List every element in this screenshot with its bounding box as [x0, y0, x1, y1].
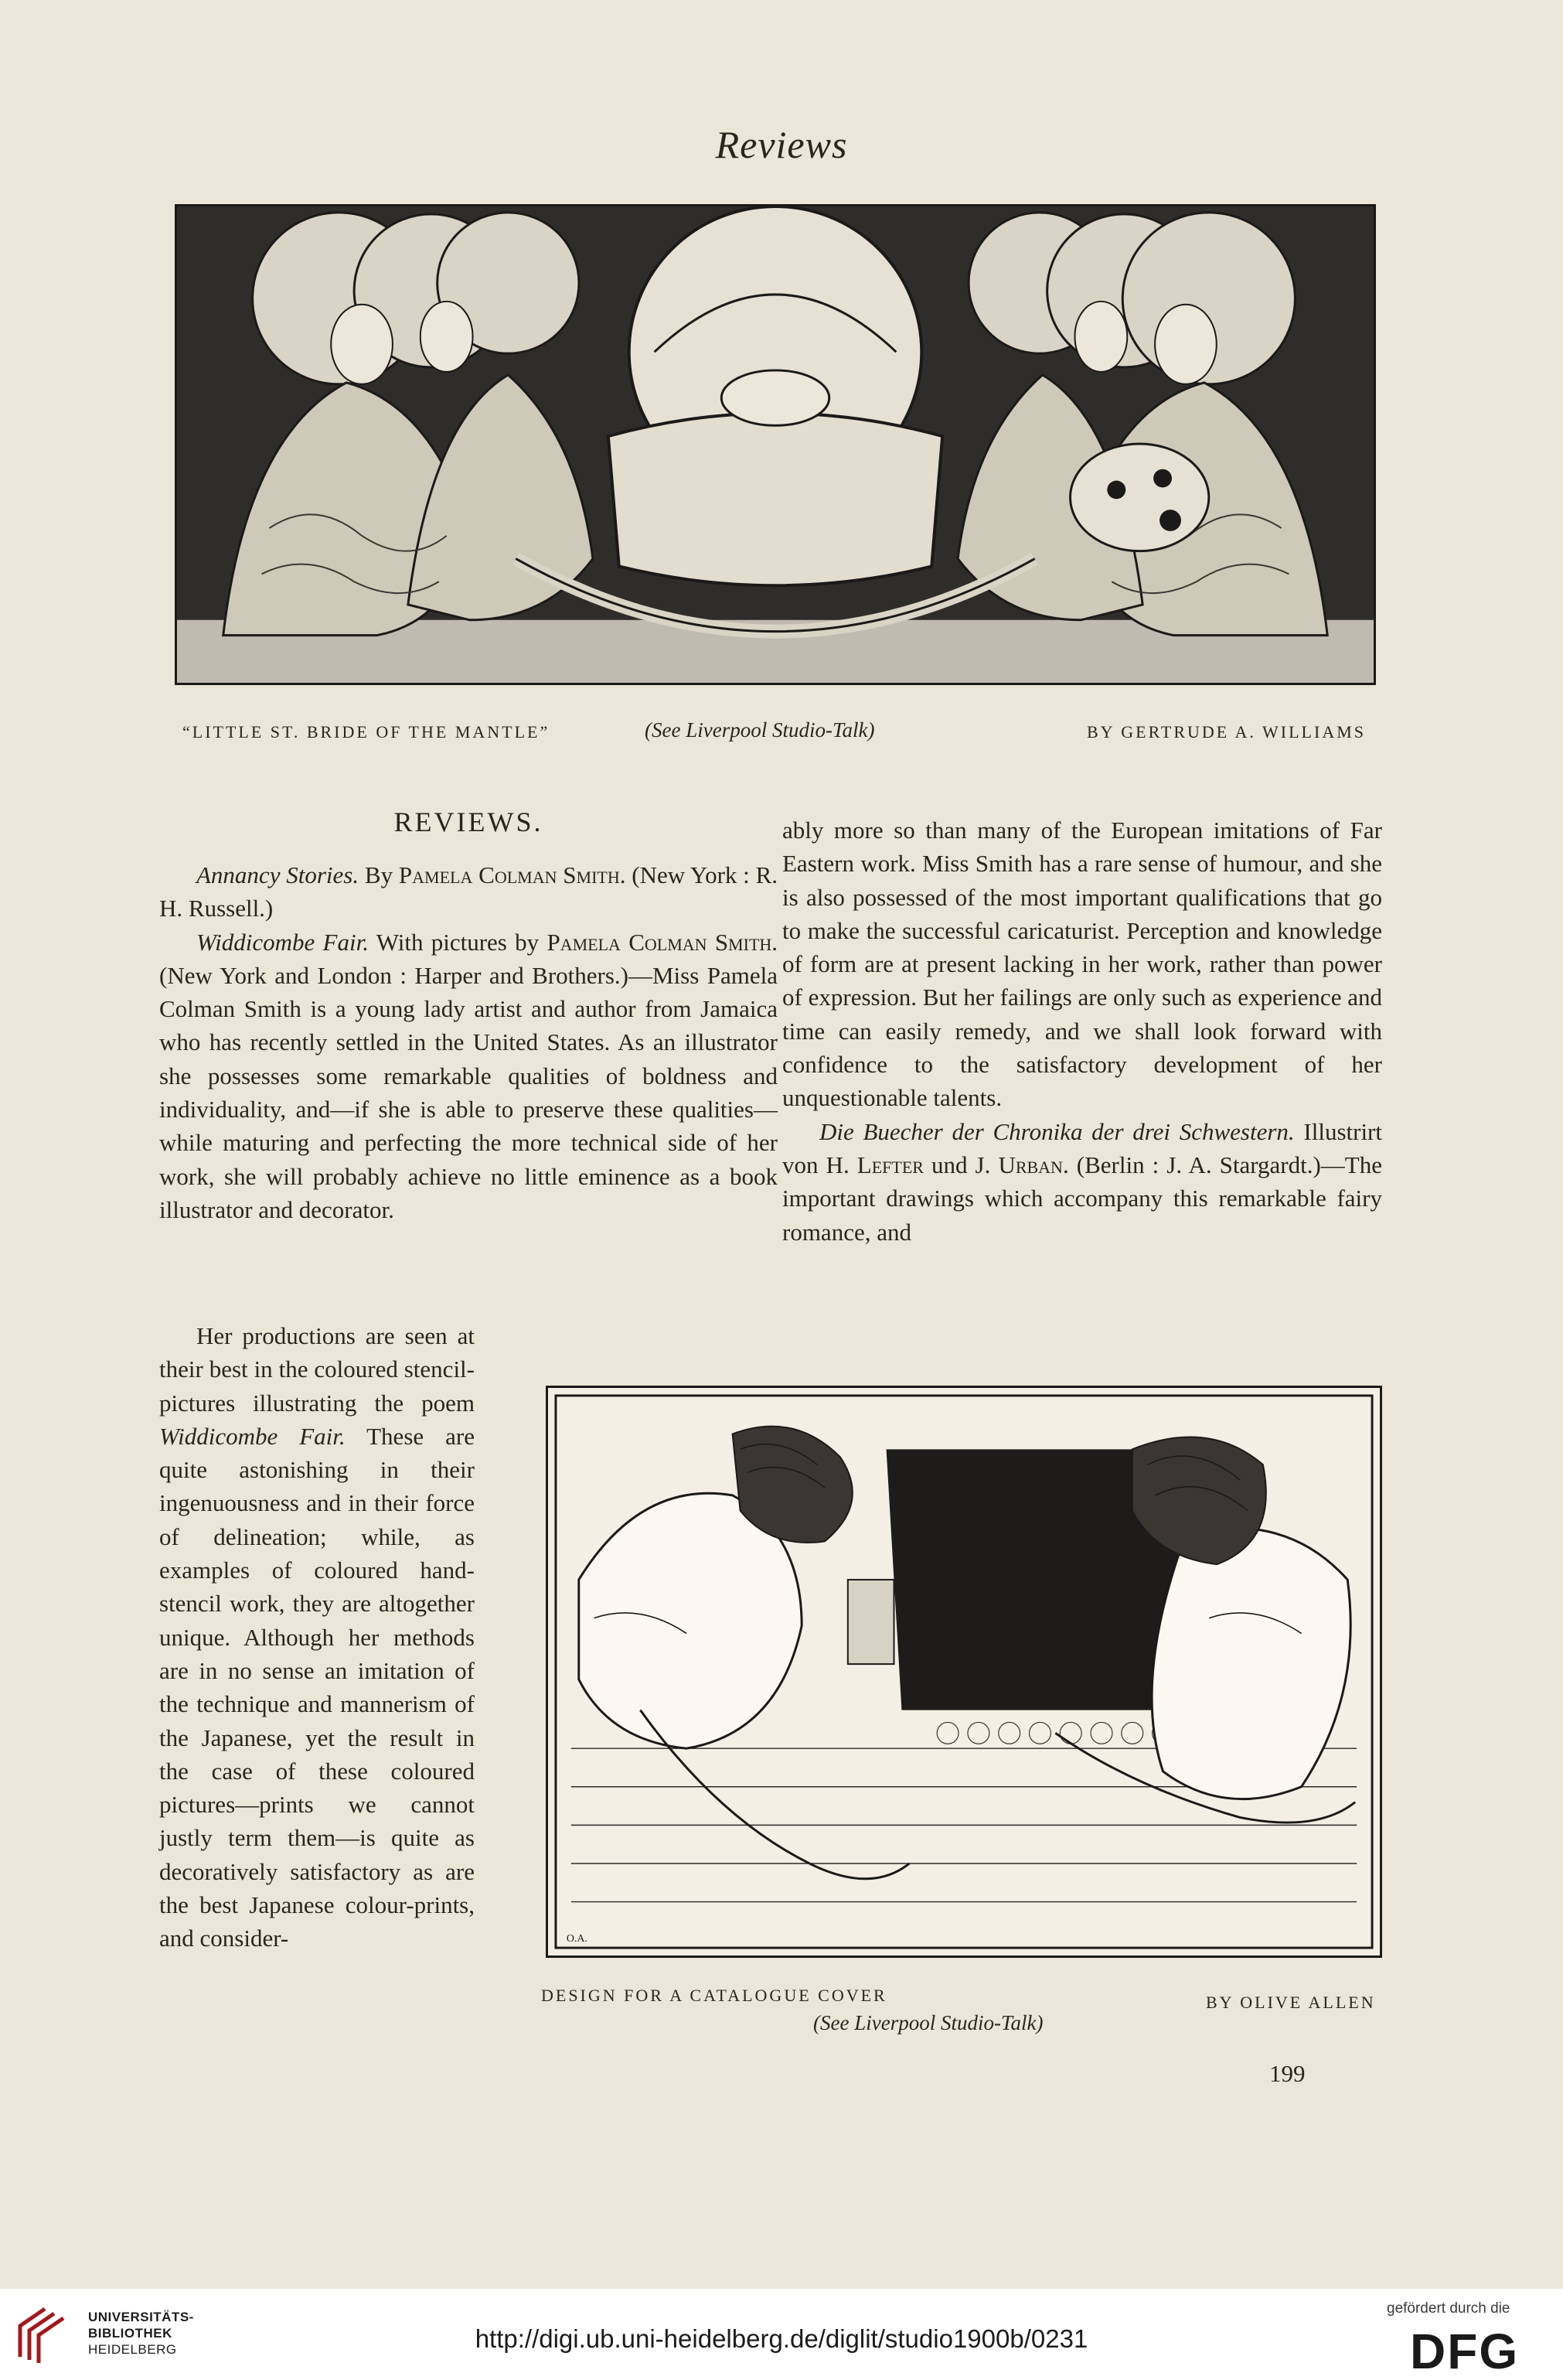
review2-author: Pamela Colman Smith.	[547, 928, 778, 956]
review1-pub: (New York : R. H. Russell.)	[159, 861, 778, 922]
review3-rest: (Berlin : J. A. Stargardt.)—The important drawings which accompany this remarkable fairy romance, and	[782, 1151, 1382, 1246]
para3-rest: These are quite astonishing in their ingenuousness and in their force of delineation; while, as examples of coloured hand-stencil work, they are altogether unique. Although her methods are in no sense an imitation of the technique and mannerism of the Japanese, yet the result in the case of these coloured pictures—prints we cannot justly term them—is quite as decoratively satisfactory as are the best Japanese colour-prints, and consider-	[159, 1422, 475, 1952]
library-name-line-1: UNIVERSITÄTS-	[88, 2310, 194, 2324]
review3-und: und J.	[931, 1151, 991, 1178]
review-annancy	[159, 858, 778, 926]
review3-illustrator-1: Lefter	[856, 1151, 924, 1178]
para3-poem: Widdicombe Fair.	[159, 1422, 346, 1450]
top-illustration-drawing	[177, 206, 1374, 683]
review3-title: Die Buecher der Chronika der drei Schwestern.	[819, 1117, 1295, 1145]
dfg-logo: DFG	[1410, 2324, 1520, 2379]
funded-by-text: gefördert durch die	[1387, 2300, 1510, 2317]
second-illustration	[546, 1386, 1382, 1958]
section-heading: REVIEWS.	[393, 806, 543, 837]
second-illustration-drawing	[548, 1388, 1380, 1955]
right-column-text	[782, 813, 1382, 1249]
page-number: 199	[1269, 2060, 1306, 2087]
review1-title: Annancy Stories.	[196, 861, 359, 888]
second-figure-caption-credit: BY OLIVE ALLEN	[1206, 1993, 1376, 2012]
top-figure-caption-ref: (See Liverpool Studio-Talk)	[645, 718, 875, 742]
footer-url-link[interactable]: http://digi.ub.uni-heidelberg.de/diglit/studio1900b/0231	[475, 2324, 1088, 2353]
library-name-line-3: HEIDELBERG	[88, 2342, 177, 2357]
review3-illustrator-2: Urban.	[998, 1151, 1069, 1178]
second-figure-monogram: O.A.	[566, 1933, 587, 1945]
review-widdicombe	[159, 926, 778, 1227]
review3-lead: Illustrirt von H.	[782, 1117, 1382, 1178]
review2-lead: With pictures by	[376, 928, 540, 956]
review2-title: Widdicombe Fair.	[196, 928, 369, 956]
review-chronika	[782, 1115, 1382, 1249]
second-figure-caption-ref: (See Liverpool Studio-Talk)	[813, 2011, 1044, 2034]
left-column-narrow-text	[159, 1319, 475, 1955]
review1-author: Pamela Colman Smith.	[398, 861, 626, 888]
right-para-1: ably more so than many of the European imitations of Far Eastern work. Miss Smith has a rare sense of humour, and she is also possessed of the most important qualifications that go to make the successful caricaturist. Perception and knowledge of form are at present lacking in her work, rather than power of expression. But her failings are only such as experience and time can easily remedy, and we shall look forward with confidence to the satisfactory development of her unquestionable talents.	[782, 817, 1382, 1112]
para3-lead: Her productions are seen at their best in the coloured stencil-pictures illustrating the poem	[159, 1322, 475, 1417]
review2-body: (New York and London : Harper and Brothers.)—Miss Pamela Colman Smith is a young lady artist and author from Jamaica who has recently settled in the United States. As an illustrator she possesses some remarkable qualities of boldness and individuality, and—if she is able to preserve these qualities—while maturing and perfecting the more technical side of her work, she will probably achieve no little eminence as a book illustrator and decorator.	[159, 961, 778, 1223]
library-name-line-2: BIBLIOTHEK	[88, 2326, 172, 2341]
top-illustration	[175, 204, 1376, 685]
top-figure-caption-credit: BY GERTRUDE A. WILLIAMS	[1087, 722, 1367, 742]
left-column-text	[159, 858, 778, 1226]
para-productions	[159, 1319, 475, 1955]
second-figure-caption-title: DESIGN FOR A CATALOGUE COVER	[541, 1986, 887, 2005]
running-head: Reviews	[715, 123, 848, 166]
review1-by: By	[364, 861, 393, 888]
top-figure-caption-title: “LITTLE ST. BRIDE OF THE MANTLE”	[182, 722, 550, 742]
